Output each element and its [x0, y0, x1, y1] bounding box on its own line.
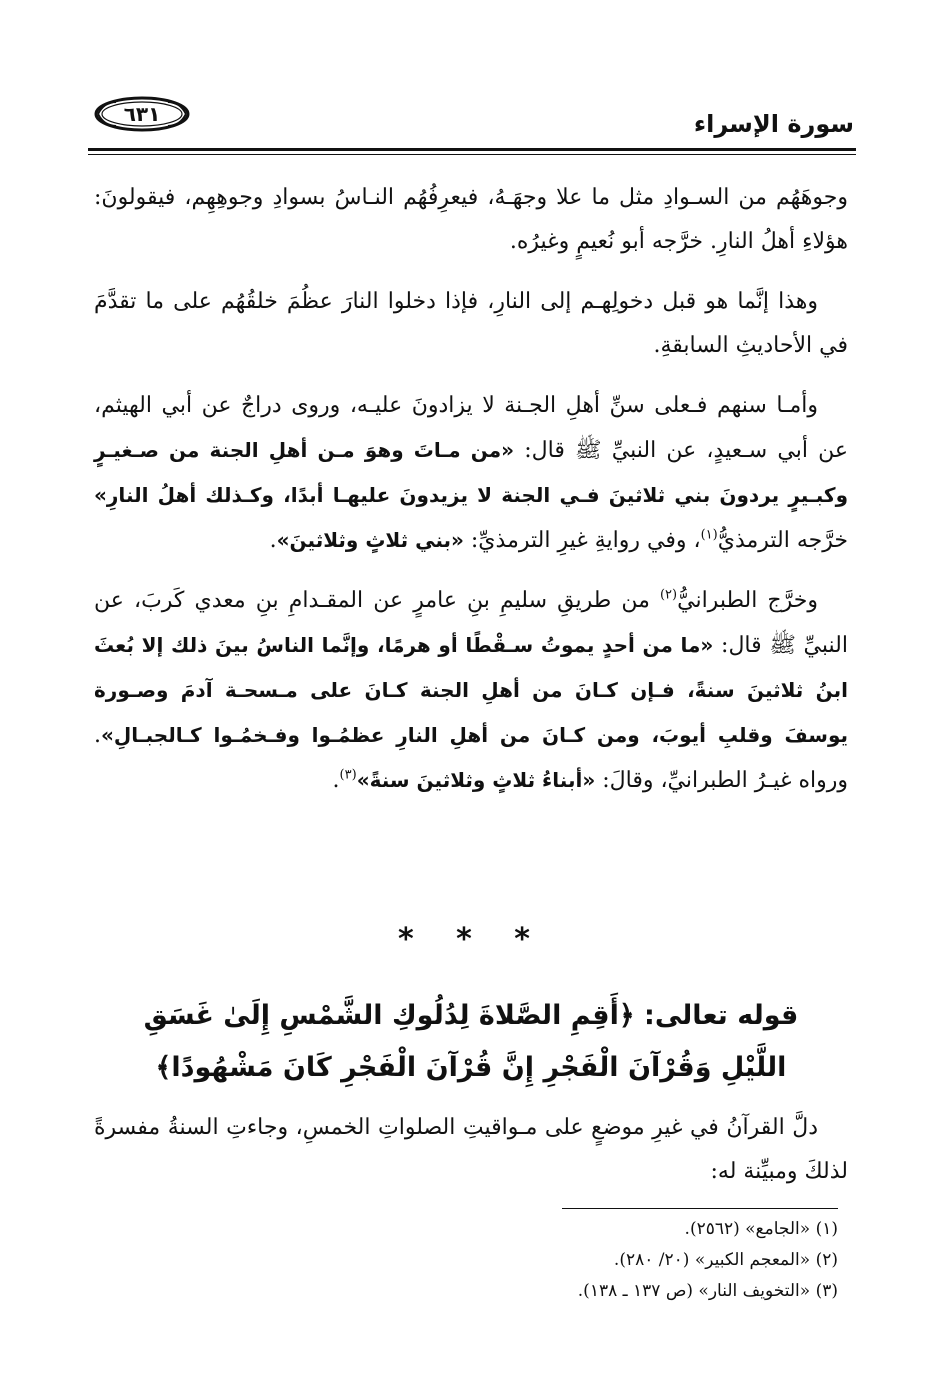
verse-heading-line: اللَّيْلِ وَقُرْآنَ الْفَجْرِ إِنَّ قُرْآنَ الْفَجْرِ كَانَ مَشْهُودًا﴾	[155, 1052, 787, 1083]
paragraph-text: ، وفي روايةِ غيرِ الترمذيِّ:	[463, 528, 701, 553]
hadith-quote: «من مـاتَ وهوَ مـن أهلِ الجنة من صـغيـرٍ وكبـيرٍ يردونَ بني ثلاثينَ فـي الجنة لا يزيدونَ عليهـا أبدًا، وكـذلك أهلُ النارِ»	[94, 438, 848, 507]
verse-heading	[94, 990, 848, 1094]
verse-heading-line: قوله تعالى: ﴿أَقِمِ الصَّلاةَ لِدُلُوكِ الشَّمْسِ إِلَىٰ غَسَقِ	[143, 1000, 799, 1031]
footnote-rule	[562, 1208, 838, 1209]
paragraph	[94, 176, 848, 264]
paragraph-text: وجوهَهُم من السـوادِ مثل ما علا وجهَـهُ، فيعرِفُهُم النـاسُ بسوادِ وجوهِهِم، فيقولونَ: هؤلاءِ أهلُ النارِ. خرَّجه أبو نُعيمٍ وغيرُه.	[94, 185, 848, 254]
hadith-quote: «ما من أحدٍ يموتُ سـقْطًا أو هرمًا، وإنَّما الناسُ بينَ ذلك إلا بُعثَ ابنُ ثلاثينَ سنةً، فـإن كـانَ من أهلِ الجنة كـانَ على مـسحـة آدمَ وصـورة يوسفَ وقلبِ أيوبَ، ومن كـانَ من أهلِ النارِ عظمُـوا وفـخمُـوا كـالجبـالِ»	[94, 633, 848, 747]
paragraph-text: . ورواه غيـرُ الطبرانيِّ، وقالَ:	[94, 723, 848, 793]
section-separator: * * *	[398, 922, 546, 957]
main-text	[94, 176, 848, 819]
footnote-marker: (٢)	[659, 587, 678, 603]
paragraph-text: .	[332, 768, 340, 793]
paragraph	[94, 579, 848, 803]
footnote-marker: (٣)	[339, 767, 357, 783]
footnote: (١) «الجامع» (٢٥٦٢).	[684, 1219, 838, 1239]
paragraph	[94, 384, 848, 563]
paragraph-text: وهذا إنَّما هو قبل دخولِهـم إلى النارِ، فإذا دخلوا النارَ عظُمَ خلقُهُم على ما تقدَّمَ في الأحاديثِ السابقةِ.	[94, 289, 848, 358]
header-rule-thin	[88, 154, 856, 155]
hadith-quote: «أبناءُ ثلاثٍ وثلاثينَ سنةً»	[356, 768, 596, 792]
header-rule	[88, 148, 856, 151]
paragraph-text: خرَّجه الترمذيُّ	[717, 528, 848, 553]
paragraph-text: من طريقِ سليمِ بنِ عامرٍ عن المقـدامِ بنِ معدي كَربَ، عن النبيِّ ﷺ قال:	[94, 588, 848, 658]
hadith-quote: «بني ثلاثٍ وثلاثينَ»	[276, 528, 464, 552]
paragraph	[94, 280, 848, 368]
footnote: (٢) «المعجم الكبير» (٢٠/ ٢٨٠).	[613, 1250, 838, 1270]
footnotes	[94, 1214, 838, 1307]
page-header	[88, 88, 854, 148]
footnote-marker: (١)	[700, 527, 718, 543]
surah-title: سورة الإسراء	[693, 110, 854, 138]
page-number: ٦٣١	[123, 102, 161, 126]
closing-paragraph: دلَّ القرآنُ في غيرِ موضعٍ على مـواقيتِ الصلواتِ الخمسِ، وجاءتِ السنةُ مفسرةً لذلكَ ومبيِّنة له:	[94, 1115, 848, 1184]
paragraph-text: وأمـا سنهم فـعلى سنِّ أهلِ الجـنة لا يزادونَ عليـه، وروى دراجٌ عن أبي الهيثم، عن أبي سـعيدٍ، عن النبيِّ ﷺ قال:	[94, 393, 848, 463]
page-number-badge	[94, 96, 190, 132]
paragraph-text: وخرَّج الطبرانيُّ	[677, 588, 818, 613]
footnote: (٣) «التخويف النار» (ص ١٣٧ ـ ١٣٨).	[577, 1281, 838, 1301]
paragraph-text: .	[269, 528, 277, 553]
